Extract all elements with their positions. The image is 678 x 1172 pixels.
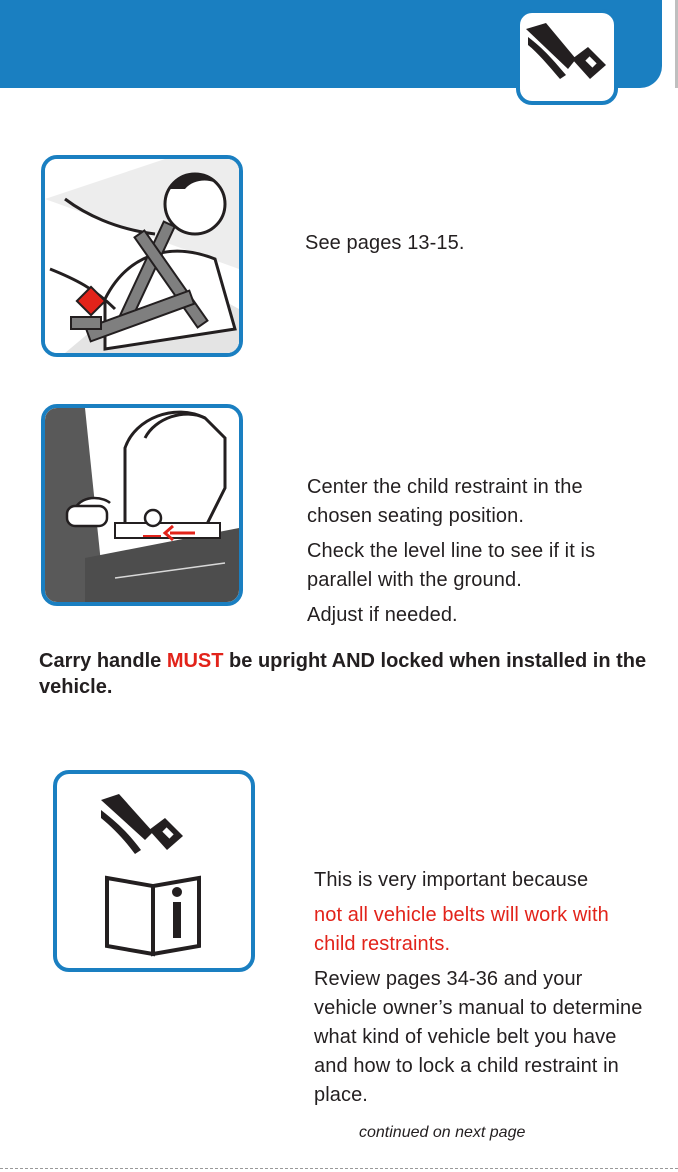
seat-belt-icon xyxy=(524,19,610,99)
step2-text-block xyxy=(307,473,637,636)
step3-body: Review pages 34-36 and your vehicle owner’s manual to determine what kind of vehicle belt you have and how to lock a child restraint in place. xyxy=(314,968,643,1106)
step1-text: See pages 13-15. xyxy=(305,232,465,254)
seat-belt-and-manual-icon xyxy=(53,770,255,972)
seat-belt-icon-box xyxy=(516,9,618,105)
carrier-level-line-illustration xyxy=(41,404,243,606)
warning-part-1: Carry handle xyxy=(39,650,167,672)
child-in-harness-illustration xyxy=(41,155,243,357)
step2-line-2: Check the level line to see if it is parallel with the ground. xyxy=(307,540,596,591)
warning-emphasis: MUST xyxy=(166,650,224,672)
carry-handle-warning xyxy=(39,648,659,700)
step2-line-1: Center the child restraint in the chosen seating position. xyxy=(307,476,583,527)
bottom-rule xyxy=(0,1168,678,1169)
warning-part-2: be upright AND locked when installed in the vehicle. xyxy=(39,650,647,698)
step2-line-3: Adjust if needed. xyxy=(307,604,458,626)
continued-note: continued on next page xyxy=(359,1124,526,1141)
step3-text-block xyxy=(314,866,644,1116)
step3-highlight: not all vehicle belts will work with child restraints. xyxy=(314,904,609,955)
step3-intro: This is very important because xyxy=(314,869,589,891)
